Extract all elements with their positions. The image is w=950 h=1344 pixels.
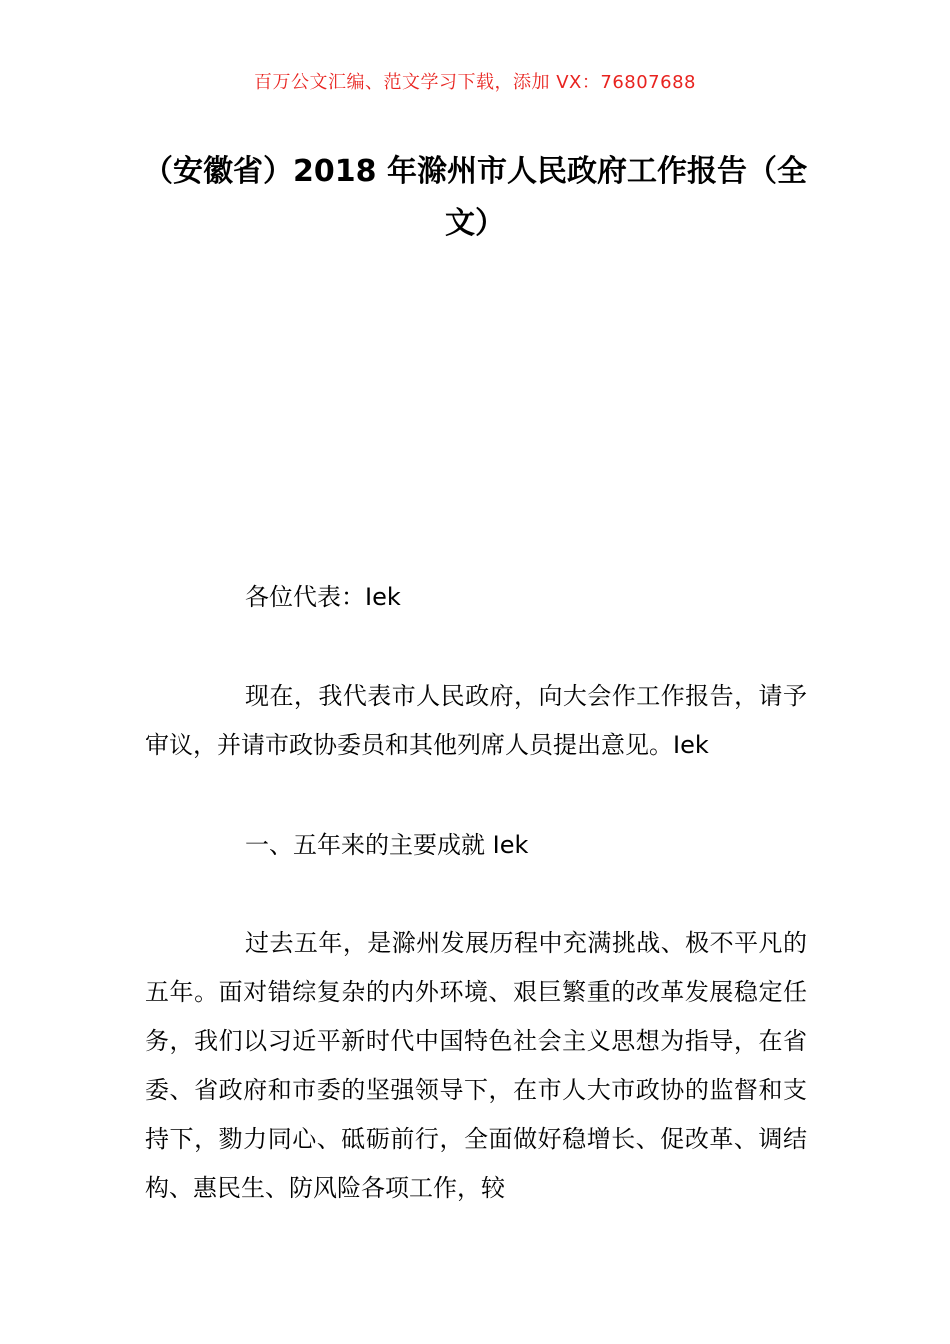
document-title: （安徽省）2018 年滁州市人民政府工作报告（全文） bbox=[143, 154, 807, 241]
header-watermark-note: 百万公文汇编、范文学习下载，添加 VX：76807688 bbox=[254, 72, 696, 93]
body-paragraph: 过去五年，是滁州发展历程中充满挑战、极不平凡的五年。面对错综复杂的内外环境、艰巨繁重的改革发展稳定任务，我们以习近平新时代中国特色社会主义思想为指导，在省委、省政府和市委的坚强领导下，在市人大市政协的监督和支持下，勠力同心、砥砺前行，全面做好稳增长、促改革、调结构、惠民生、防风险各项工作，较 bbox=[145, 929, 807, 1202]
salutation-paragraph: 各位代表：Iek bbox=[245, 583, 401, 611]
section-heading: 一、五年来的主要成就 Iek bbox=[245, 831, 529, 859]
intro-paragraph: 现在，我代表市人民政府，向大会作工作报告，请予审议，并请市政协委员和其他列席人员提出意见。Iek bbox=[145, 682, 807, 759]
